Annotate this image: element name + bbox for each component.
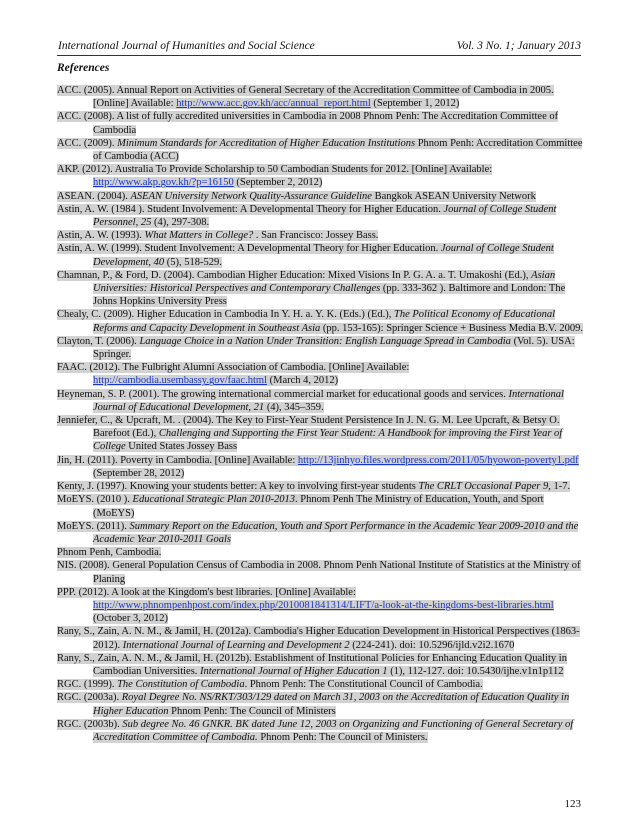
reference-citation: Astin, A. W. (1993).	[57, 230, 145, 242]
reference-details: (5), 518-529.	[164, 256, 222, 268]
reference-entry	[57, 203, 584, 229]
reference-details: (September 28, 2012)	[93, 467, 185, 479]
reference-details: . San Francisco: Jossey Bass.	[253, 230, 379, 242]
reference-entry	[57, 718, 584, 744]
reference-link[interactable]: http://www.phnompenhpost.com/index.php/2010081841314/LIFT/a-look-at-the-kingdoms-best-libraries.html	[93, 599, 554, 611]
reference-entry	[57, 454, 584, 480]
page-number: 123	[564, 798, 581, 810]
reference-text	[57, 481, 570, 492]
reference-entry	[57, 229, 584, 242]
reference-title: The Political Economy of Educational Reforms and Capacity Development in Southeast Asia	[93, 309, 555, 334]
reference-text	[57, 719, 573, 743]
reference-title: Educational Strategic Plan 2010-2013	[132, 494, 295, 506]
reference-text	[57, 521, 578, 545]
reference-details: United States Jossey Bass	[125, 441, 238, 453]
reference-details: . Phnom Penh The Ministry of Education, Youth, and Sport (MoEYS)	[93, 494, 544, 519]
reference-list	[57, 84, 584, 744]
reference-text	[57, 138, 582, 162]
reference-text	[57, 336, 575, 360]
reference-citation: Chamnan, P., & Ford, D. (2004). Cambodian Higher Education: Mixed Visions In P. G. A. a. T. Umakoshi (Ed.),	[57, 269, 532, 281]
reference-citation: RGC. (1999).	[57, 679, 118, 691]
reference-text	[57, 455, 579, 479]
reference-entry	[57, 163, 584, 189]
reference-details: (March 4, 2012)	[267, 375, 339, 387]
reference-title: Journal of College Student Development, 40	[93, 243, 554, 268]
references-heading: References	[57, 62, 110, 74]
reference-link[interactable]: http://www.acc.gov.kh/acc/annual_report.html	[176, 98, 371, 110]
reference-text	[57, 85, 554, 109]
reference-entry	[57, 190, 584, 203]
reference-citation: RGC. (2003b).	[57, 718, 123, 730]
reference-details: Bangkok ASEAN University Network	[371, 190, 536, 202]
reference-details: Phnom Penh: The Council of Ministers.	[257, 731, 428, 743]
reference-title: Challenging and Supporting the First Year Student: A Handbook for improving the First Year of College	[93, 428, 563, 453]
reference-entry	[57, 652, 584, 678]
reference-citation: ASEAN. (2004).	[57, 190, 131, 202]
reference-details: . Phnom Penh: The Constitutional Council of Cambodia.	[244, 679, 483, 691]
reference-text	[57, 191, 536, 202]
reference-entry	[57, 691, 584, 717]
reference-text	[57, 270, 565, 307]
reference-title: The Constitution of Cambodia	[117, 679, 245, 691]
reference-title: International Journal of Higher Education 1	[200, 665, 388, 677]
reference-text	[57, 111, 558, 135]
reference-text	[57, 547, 161, 558]
reference-details: (September 1, 2012)	[370, 98, 460, 110]
reference-citation: PPP. (2012). A look at the Kingdom's best libraries. [Online] Available:	[57, 586, 356, 598]
issue-info: Vol. 3 No. 1; January 2013	[456, 40, 581, 52]
reference-title: International Journal of Learning and Development 2	[122, 639, 350, 651]
reference-entry	[57, 335, 584, 361]
reference-title: Language Choice in a Nation Under Transition: English Language Spread in Cambodia	[139, 335, 511, 347]
reference-citation: NIS. (2008). General Population Census of Cambodia in 2008. Phnom Penh National Institute of Statistics at the Ministry of Planing	[57, 560, 581, 585]
reference-entry	[57, 414, 584, 454]
reference-title: Minimum Standards for Accreditation of Higher Education Institutions	[117, 137, 416, 149]
reference-details: (Vol. 5). USA: Springer.	[93, 335, 575, 361]
reference-text	[57, 230, 378, 241]
reference-title: Sub degree No. 46 GNKR. BK dated June 12, 2003 on Organizing and Functioning of General Secretary of Accreditation Committee of Cambodia.	[93, 718, 574, 743]
reference-entry	[57, 625, 584, 651]
reference-text	[57, 587, 554, 624]
reference-text	[57, 389, 564, 413]
reference-citation: Rany, S., Zain, A. N. M., & Jamil, H. (2012b). Establishment of Institutional Policies for Enhancing Education Quality in Cambodian Universities.	[57, 652, 567, 677]
reference-entry	[57, 480, 584, 493]
reference-entry	[57, 559, 584, 585]
reference-details: (October 3, 2012)	[93, 613, 168, 625]
reference-citation: Rany, S., Zain, A. N. M., & Jamil, H. (2012a). Cambodia's Higher Education Development in Historical Perspectives (1863-2012).	[57, 626, 580, 651]
reference-details: (1), 112-127. doi: 10.5430/ijhe.v1n1p112	[387, 665, 564, 677]
reference-title: Journal of College Student Personnel, 25	[93, 203, 557, 229]
reference-text	[57, 679, 483, 690]
reference-entry	[57, 269, 584, 309]
reference-citation: ACC. (2008). A list of fully accredited universities in Cambodia in 2008 Phnom Penh: The Accreditation Committee of Cambodia	[57, 111, 559, 136]
reference-entry	[57, 546, 584, 559]
reference-text	[57, 164, 492, 188]
reference-entry	[57, 586, 584, 626]
reference-entry	[57, 84, 584, 110]
reference-entry	[57, 493, 584, 519]
reference-title: International Journal of Educational Development, 21	[93, 388, 564, 413]
reference-text	[57, 494, 544, 518]
reference-citation: Jin, H. (2011). Poverty in Cambodia. [Online] Available:	[57, 454, 298, 466]
reference-text	[57, 415, 562, 452]
reference-text	[57, 653, 567, 677]
reference-details: (September 2, 2012)	[233, 177, 323, 189]
reference-entry	[57, 678, 584, 691]
reference-title: The CRLT Occasional Paper 9	[418, 481, 549, 493]
reference-citation: Heyneman, S. P. (2001). The growing international commercial market for educational goods and services.	[57, 388, 509, 400]
reference-entry	[57, 361, 584, 387]
reference-citation: Jenniefer, C., & Upcraft, M. . (2004). The Key to First-Year Student Persistence In J. N. G. M. Lee Upcraft, & Betsy O. Barefoot (Ed.),	[57, 415, 560, 440]
reference-citation: Astin, A. W. (1999). Student Involvement: A Developmental Theory for Higher Education.	[57, 243, 441, 255]
reference-link[interactable]: http://cambodia.usembassy.gov/faac.html	[93, 375, 267, 387]
reference-entry	[57, 242, 584, 268]
reference-title: ASEAN University Network Quality-Assurance Guideline	[130, 190, 372, 202]
reference-citation: Astin, A. W. (1984 ). Student Involvement: A Developmental Theory for Higher Education.	[57, 203, 444, 215]
reference-text	[57, 560, 581, 584]
reference-details: (4), 345–359.	[264, 401, 324, 413]
reference-citation: AKP. (2012). Australia To Provide Scholarship to 50 Cambodian Students for 2012. [Online] Available:	[57, 164, 493, 176]
reference-details: (pp. 153-165): Springer Science + Business Media B.V. 2009.	[320, 322, 583, 334]
reference-citation: Chealy, C. (2009). Higher Education in Cambodia In Y. H. a. Y. K. (Eds.) (Ed.),	[57, 309, 395, 321]
reference-citation: RGC. (2003a).	[57, 692, 122, 704]
reference-citation: ACC. (2009).	[57, 137, 118, 149]
reference-title: Asian Universities: Historical Perspectives and Contemporary Challenges	[93, 269, 556, 295]
reference-text	[57, 243, 554, 267]
reference-details: Phnom Penh: The Council of Ministers	[168, 705, 336, 717]
reference-entry	[57, 388, 584, 414]
reference-title: What Matters in College?	[144, 230, 254, 242]
reference-details: Phnom Penh: Accreditation Committee of Cambodia (ACC)	[93, 137, 583, 163]
reference-citation: Kenty, J. (1997). Knowing your students better: A key to involving first-year students	[57, 481, 419, 493]
reference-text	[57, 626, 580, 650]
reference-citation: Clayton, T. (2006).	[57, 335, 140, 347]
journal-name: International Journal of Humanities and Social Science	[58, 40, 315, 52]
reference-link[interactable]: http://13jinhyo.files.wordpress.com/2011/05/hyowon-poverty1.pdf	[297, 454, 579, 466]
reference-text	[57, 362, 409, 386]
reference-text	[57, 309, 583, 333]
header-rule	[57, 55, 581, 56]
reference-entry	[57, 110, 584, 136]
reference-entry	[57, 520, 584, 546]
reference-citation: ACC. (2005). Annual Report on Activities of General Secretary of the Accreditation Committee of Cambodia in 2005. [Online] Available:	[57, 85, 554, 110]
reference-details: (pp. 333-362 ). Baltimore and London: The Johns Hopkins University Press	[93, 283, 566, 308]
reference-details: (4), 297-308.	[151, 217, 210, 229]
reference-citation: MoEYS. (2011).	[57, 520, 130, 532]
reference-text	[57, 204, 556, 228]
reference-details: (224-241). doi: 10.5296/ijld.v2i2.1670	[349, 639, 515, 651]
reference-citation: FAAC. (2012). The Fulbright Alumni Association of Cambodia. [Online] Available:	[57, 362, 410, 374]
reference-title: Royal Degree No. NS/RKT/303/129 dated on March 31, 2003 on the Accreditation of Education Quality in Higher Education	[93, 692, 570, 717]
reference-citation: MoEYS. (2010 ).	[57, 494, 133, 506]
reference-title: Summary Report on the Education, Youth and Sport Performance in the Academic Year 2009-2010 and the Academic Year 2010-2011 Goals	[93, 520, 579, 545]
reference-entry	[57, 308, 584, 334]
reference-citation: Phnom Penh, Cambodia.	[57, 547, 162, 559]
running-header	[58, 40, 581, 56]
reference-link[interactable]: http://www.akp.gov.kh/?p=16150	[93, 177, 234, 189]
reference-entry	[57, 137, 584, 163]
reference-details: , 1-7.	[548, 481, 571, 493]
reference-text	[57, 692, 569, 716]
